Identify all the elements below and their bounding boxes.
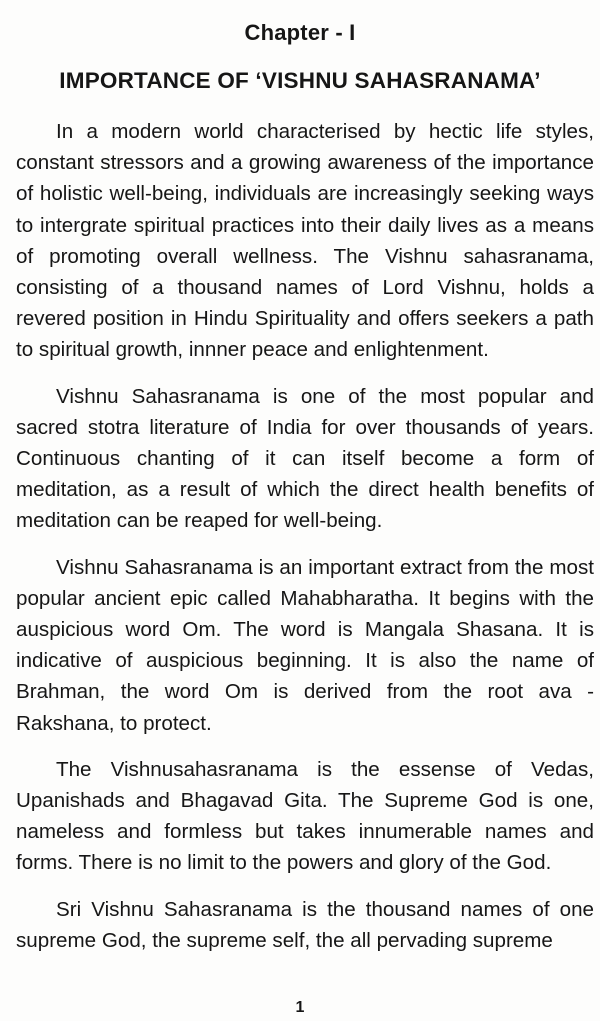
- paragraph: Vishnu Sahasranama is one of the most popular and sacred stotra literature of India for over thousands of years. Continuous chanting of it can itself become a form of meditation, as a result of which the direct health benefits of meditation can be reaped for well-being.: [16, 384, 594, 533]
- paragraph: The Vishnusahasranama is the essense of Vedas, Upanishads and Bhagavad Gita. The Supreme God is one, nameless and formless but takes innumerable names and forms. There is no limit to the powers and glory of the God.: [16, 757, 594, 875]
- paragraph: Vishnu Sahasranama is an important extract from the most popular ancient epic called Mahabharatha. It begins with the auspicious word Om. The word is Mangala Shasana. It is indicative of auspicious beginning. It is also the name of Brahman, the word Om is derived from the root ava - Rakshana, to protect.: [16, 555, 594, 735]
- paragraph: Sri Vishnu Sahasranama is the thousand names of one supreme God, the supreme self, the all pervading supreme: [16, 897, 594, 952]
- page-number: 1: [295, 999, 305, 1016]
- body-text: [16, 116, 594, 971]
- chapter-label: Chapter - I: [244, 20, 356, 45]
- paragraph: In a modern world characterised by hectic life styles, constant stressors and a growing awareness of the importance of holistic well-being, individuals are increasingly seeking ways to intergrate spiritual practices into their daily lives as a means of promoting overall wellness. The Vishnu sahasranama, consisting of a thousand names of Lord Vishnu, holds a revered position in Hindu Spirituality and offers seekers a path to spiritual growth, innner peace and enlightenment.: [16, 120, 594, 362]
- chapter-title: IMPORTANCE OF ‘VISHNU SAHASRANAMA’: [59, 68, 541, 93]
